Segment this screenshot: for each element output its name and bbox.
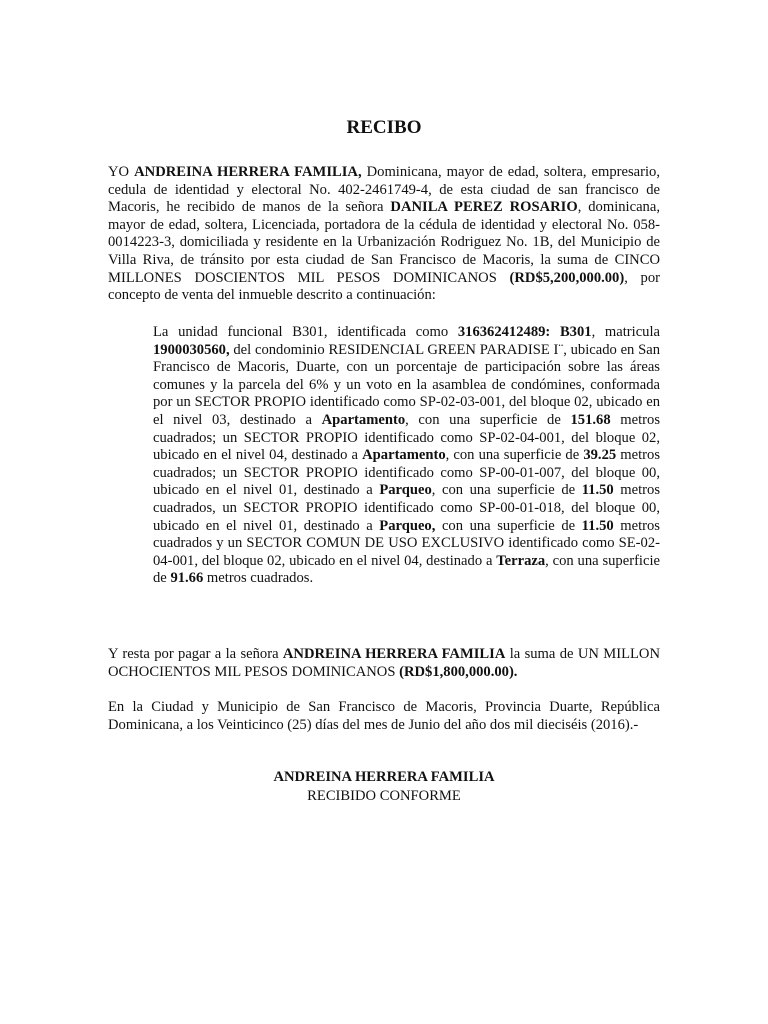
property-description <box>153 324 660 588</box>
text-segment: , con una superficie de <box>153 552 660 587</box>
text-segment: metros cuadrados, un SECTOR PROPIO identificado como SP-00-01-018, del bloque 00, ubicado en el nivel 01, destinado a <box>153 482 661 534</box>
text-segment: YO <box>108 164 135 180</box>
area-value: 91.66 <box>170 570 204 587</box>
area-value: 11.50 <box>581 482 614 499</box>
text-segment: , matricula <box>591 324 661 340</box>
usage-label: Parqueo <box>379 482 432 499</box>
text-segment: la suma de UN MILLON OCHOCIENTOS MIL PESOS DOMINICANOS <box>108 646 660 680</box>
text-segment: Y resta por pagar a la señora <box>108 646 283 662</box>
place-date-paragraph: En la Ciudad y Municipio de San Francisco de Macoris, Provincia Duarte, República Dominicana, a los Veinticinco (25) días del mes de Junio del año dos mil dieciséis (2016).- <box>108 699 660 733</box>
usage-label: Apartamento <box>321 411 406 428</box>
usage-label: Apartamento <box>362 447 446 464</box>
text-segment: , con una superficie de <box>445 447 584 464</box>
text-segment: con una superficie de <box>435 517 582 534</box>
area-value: 11.50 <box>581 517 614 534</box>
text-segment: del condominio RESIDENCIAL GREEN PARADISE I¨, ubicado en San Francisco de Macoris, Duarte, con un porcentaje de participación sobre las áreas comunes y la parcela del 6% y un voto en la asamblea de condómines, conformada por un SECTOR PROPIO identificado como SP-02-03-001, del bloque 02, ubicado en el nivel 03, destinado a <box>153 341 660 428</box>
text-segment: La unidad funcional B301, identificada como <box>153 324 458 340</box>
text-segment: , dominicana, mayor de edad, soltera, Licenciada, portadora de la cédula de identidad y electoral No. 058-0014223-3, domiciliada y residente en la Urbanización Rodriguez No. 1B, del Municipio de Villa Riva, de tránsito por esta ciudad de San Francisco de Macoris, la suma de CINCO MILLONES DOSCIENTOS MIL PESOS DOMINICANOS <box>108 199 660 286</box>
document-title: RECIBO <box>346 117 422 138</box>
text-segment: metros cuadrados; un SECTOR PROPIO identificado como SP-02-04-001, del bloque 02, ubicado en el nivel 04, destinado a <box>153 411 660 464</box>
text-segment: , por concepto de venta del inmueble descrito a continuación: <box>108 269 660 304</box>
balance-paragraph <box>108 646 660 681</box>
registration-number: 1900030560, <box>153 341 230 358</box>
signatory-name: ANDREINA HERRERA FAMILIA <box>273 769 495 785</box>
usage-label: Terraza <box>496 552 546 569</box>
text-segment: , con una superficie de <box>405 411 571 428</box>
amount-received: (RD$5,200,000.00) <box>509 269 625 286</box>
usage-label: Parqueo, <box>379 517 436 534</box>
text-segment: Dominicana, mayor de edad, soltera, empresario, cedula de identidad y electoral No. 402-2461749-4, de esta ciudad de san francisco de Macoris, he recibido de manos de la señora <box>108 164 660 216</box>
text-segment: metros cuadrados; un SECTOR PROPIO identificado como SP-00-01-007, del bloque 00, ubicado en el nivel 01, destinado a <box>153 447 661 499</box>
property-id: 316362412489: B301 <box>457 324 592 340</box>
text-segment: metros cuadrados y un SECTOR COMUN DE USO EXCLUSIVO identificado como SE-02-04-001, del bloque 02, ubicado en el nivel 04, destinado a <box>153 517 660 569</box>
text-segment: , con una superficie de <box>431 482 582 499</box>
text-segment: metros cuadrados. <box>203 570 314 587</box>
payee-name: ANDREINA HERRERA FAMILIA <box>282 646 506 662</box>
payer-name: DANILA PEREZ ROSARIO <box>390 199 578 216</box>
signature-caption: RECIBIDO CONFORME <box>307 788 461 804</box>
area-value: 151.68 <box>570 411 611 428</box>
receipt-paragraph <box>108 164 660 305</box>
payee-name: ANDREINA HERRERA FAMILIA, <box>134 164 362 180</box>
area-value: 39.25 <box>583 447 617 464</box>
balance-amount: (RD$1,800,000.00). <box>399 663 518 680</box>
